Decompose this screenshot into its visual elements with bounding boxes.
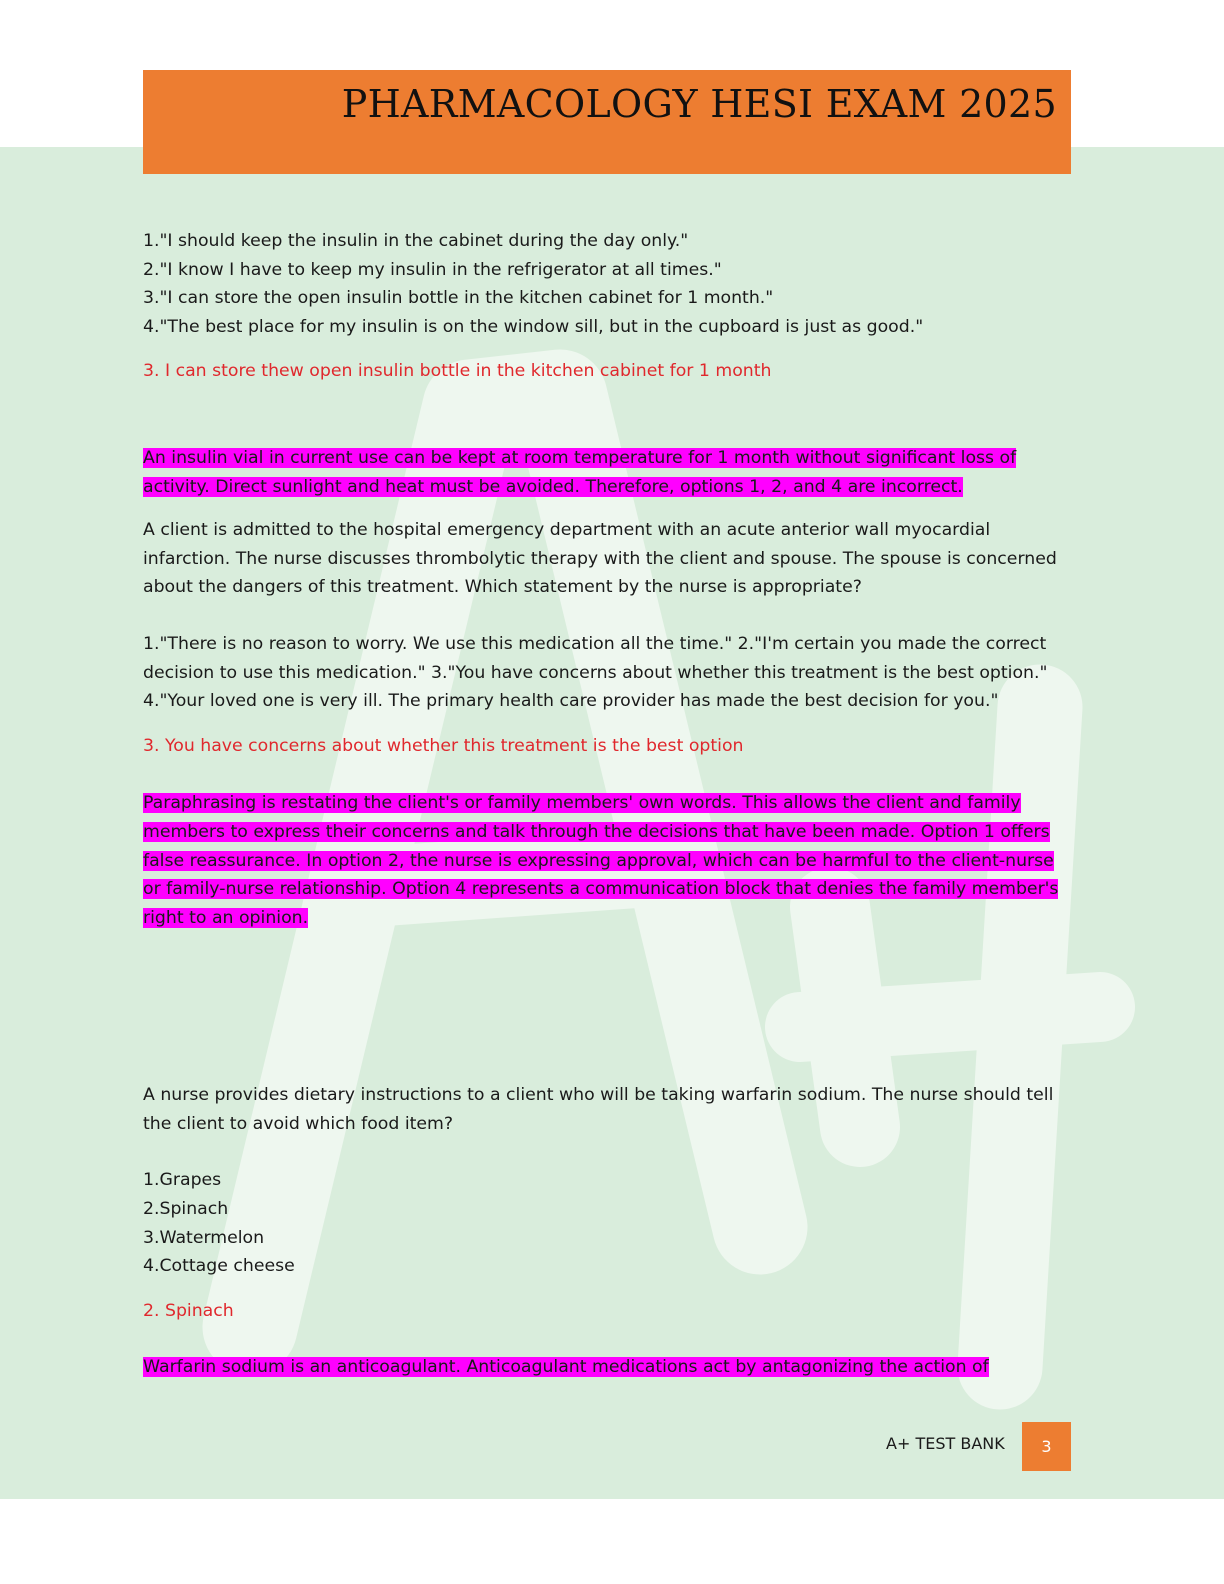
page-number: 3 bbox=[1041, 1437, 1052, 1456]
q2-options: 1."There is no reason to worry. We use this medication all the time." 2."I'm certain you made the correct decision to use this medication." 3."You have concerns about whether this treatment is the best option." bbox=[143, 633, 1048, 683]
footer-label: A+ TEST BANK bbox=[886, 1434, 1005, 1453]
q1-rationale-block bbox=[143, 444, 1073, 501]
q3-rationale: Warfarin sodium is an anticoagulant. Anticoagulant medications act by antagonizing the action of bbox=[143, 1357, 989, 1378]
q3-stem: A nurse provides dietary instructions to a client who will be taking warfarin sodium. The nurse should tell the client to avoid which food item? bbox=[143, 1085, 1054, 1134]
q2-stem: A client is admitted to the hospital emergency department with an acute anterior wall myocardial infarction. The nurse discusses thrombolytic therapy with the client and spouse. The spouse is concerned about the dangers of this treatment. Which statement by the nurse is appropriate? bbox=[143, 520, 1057, 598]
q3-option-2: 2.Spinach bbox=[143, 1199, 229, 1220]
header-banner bbox=[143, 70, 1071, 174]
q1-option-1: 1."I should keep the insulin in the cabinet during the day only." bbox=[143, 231, 689, 251]
q2-rationale: Paraphrasing is restating the client's or family members' own words. This allows the client and family members to express their concerns and talk through the decisions that have been made. Option 1 offers false reassurance. In option 2, the nurse is expressing approval, which can be harmful to the client-nurse or family-nurse relationship. Option 4 represents a communication block that denies the family member's right to an opinion. bbox=[143, 793, 1059, 928]
q3-answer: 2. Spinach bbox=[143, 1300, 234, 1321]
q1-option-2: 2."I know I have to keep my insulin in the refrigerator at all times." bbox=[143, 259, 722, 280]
q3-option-1: 1.Grapes bbox=[143, 1170, 222, 1191]
document-body bbox=[143, 227, 1073, 1382]
q1-option-3: 3."I can store the open insulin bottle in the kitchen cabinet for 1 month." bbox=[143, 288, 774, 309]
q3-option-4: 4.Cottage cheese bbox=[143, 1256, 295, 1277]
q1-option-4: 4."The best place for my insulin is on the window sill, but in the cupboard is just as good." bbox=[143, 316, 924, 337]
q3-rationale-block bbox=[143, 1353, 1073, 1382]
q2-answer: 3. You have concerns about whether this treatment is the best option bbox=[143, 735, 744, 756]
q2-option-4: 4."Your loved one is very ill. The primary health care provider has made the best decision for you." bbox=[143, 691, 999, 712]
page-number-badge bbox=[1022, 1422, 1071, 1471]
page-title: PHARMACOLOGY HESI EXAM 2025 bbox=[341, 82, 1057, 126]
q1-answer: 3. I can store thew open insulin bottle in the kitchen cabinet for 1 month bbox=[143, 361, 772, 382]
q1-rationale: An insulin vial in current use can be kept at room temperature for 1 month without significant loss of activity. Direct sunlight and heat must be avoided. Therefore, options 1, 2, and 4 are incorrect. bbox=[143, 447, 1017, 497]
q2-rationale-block bbox=[143, 789, 1073, 932]
q3-option-3: 3.Watermelon bbox=[143, 1227, 265, 1248]
